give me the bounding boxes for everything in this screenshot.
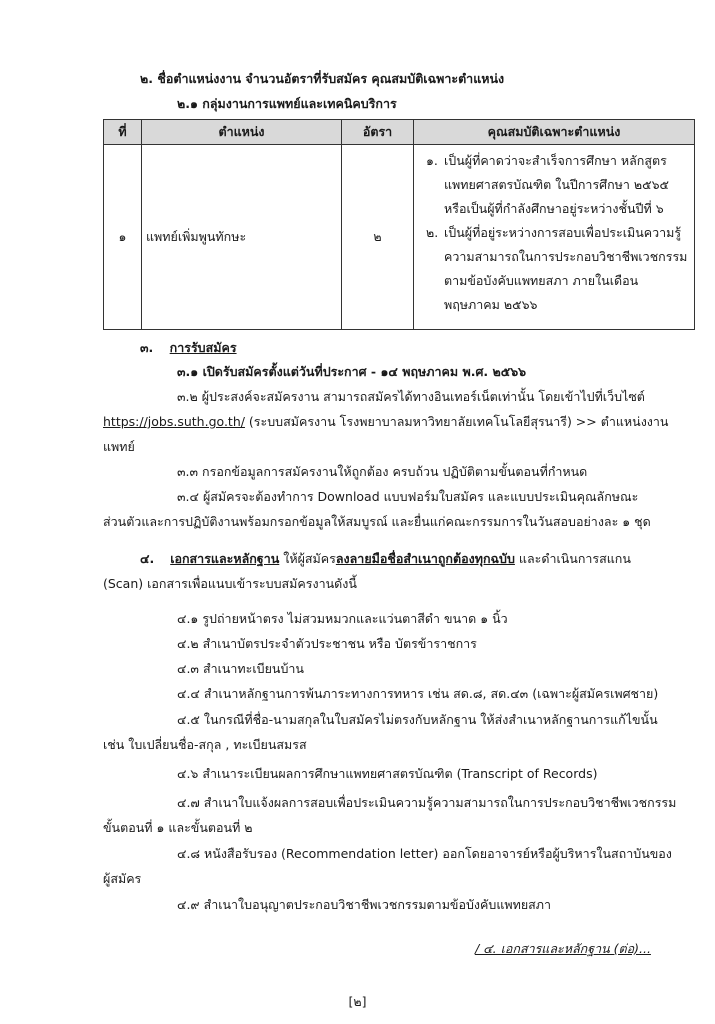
qualification-item (418, 149, 690, 221)
item-4-4: ๔.๔ สำเนาหลักฐานการพ้นภาระทางการทหาร เช่น สด.๘, สด.๔๓ (เฉพาะผู้สมัครเพศชาย) (177, 686, 659, 701)
section-4-intro-emphasis: ลงลายมือชื่อสำเนาถูกต้องทุกฉบับ (335, 551, 515, 566)
section-3-2-line1: ๓.๒ ผู้ประสงค์จะสมัครงาน สามารถสมัครได้ทางอินเทอร์เน็ตเท่านั้น โดยเข้าไปที่เว็บไซต์ (177, 389, 645, 404)
cell-position: แพทย์เพิ่มพูนทักษะ (142, 145, 342, 330)
col-header-position: ตำแหน่ง (142, 120, 342, 145)
item-4-5-line1: ๔.๕ ในกรณีที่ชื่อ-นามสกุลในใบสมัครไม่ตรงกับหลักฐาน ให้ส่งสำเนาหลักฐานการแก้ไขนั้น (177, 712, 658, 727)
cell-qualifications (414, 145, 695, 330)
cell-no: ๑ (104, 145, 142, 330)
section-3-title: การรับสมัคร (169, 340, 237, 355)
qualification-number: ๒. (426, 225, 439, 240)
section-4-intro-line2: (Scan) เอกสารเพื่อแนบเข้าระบบสมัครงานดังนี้ (103, 576, 357, 591)
item-4-9: ๔.๙ สำเนาใบอนุญาตประกอบวิชาชีพเวชกรรมตามข้อบังคับแพทยสภา (177, 897, 552, 912)
table-row (104, 145, 695, 330)
section-3-number: ๓. (140, 340, 154, 355)
item-4-7-line2: ขั้นตอนที่ ๑ และขั้นตอนที่ ๒ (103, 820, 253, 835)
table-header-row (104, 120, 695, 145)
jobs-website-link[interactable]: https://jobs.suth.go.th/ (103, 414, 245, 429)
cell-rate: ๒ (342, 145, 414, 330)
section-3-3: ๓.๓ กรอกข้อมูลการสมัครงานให้ถูกต้อง ครบถ้วน ปฏิบัติตามขั้นตอนที่กำหนด (177, 464, 588, 479)
section-4-intro-text: ให้ผู้สมัคร (279, 551, 336, 566)
item-4-8-line2: ผู้สมัคร (103, 871, 142, 886)
col-header-no: ที่ (104, 120, 142, 145)
section-3-2-line2-text: (ระบบสมัครงาน โรงพยาบาลมหาวิทยาลัยเทคโนโลยีสุรนารี) >> ตำแหน่งงาน (244, 414, 669, 429)
section-3-2-line2 (103, 414, 668, 430)
page-number: [๒] (348, 994, 367, 1009)
qualification-number: ๑. (426, 153, 438, 168)
qualification-text: เป็นผู้ที่คาดว่าจะสำเร็จการศึกษา หลักสูตร แพทยศาสตรบัณฑิต ในปีการศึกษา ๒๕๖๕ หรือเป็นผู้ที่กำลังศึกษาอยู่ระหว่างชั้นปีที่ ๖ (444, 153, 669, 216)
section-4-title: เอกสารและหลักฐาน (170, 551, 280, 566)
item-4-1: ๔.๑ รูปถ่ายหน้าตรง ไม่สวมหมวกและแว่นตาสีดำ ขนาด ๑ นิ้ว (177, 611, 508, 626)
section-3-2-line3: แพทย์ (103, 439, 135, 454)
item-4-5-line2: เช่น ใบเปลี่ยนชื่อ-สกุล , ทะเบียนสมรส (103, 737, 307, 752)
item-4-7-line1: ๔.๗ สำเนาใบแจ้งผลการสอบเพื่อประเมินความรู้ความสามารถในการประกอบวิชาชีพเวชกรรม (177, 795, 677, 810)
position-table (103, 119, 695, 330)
section-3-4-line2: ส่วนตัวและการปฏิบัติงานพร้อมกรอกข้อมูลให้สมบูรณ์ และยื่นแก่คณะกรรมการในวันสอบอย่างละ ๑ ชุด (103, 514, 651, 529)
item-4-8-line1: ๔.๘ หนังสือรับรอง (Recommendation letter) ออกโดยอาจารย์หรือผู้บริหารในสถาบันของ (177, 846, 672, 861)
item-4-6: ๔.๖ สำเนาระเบียนผลการศึกษาแพทยศาสตรบัณฑิต (Transcript of Records) (177, 766, 598, 781)
section-4-number: ๔. (140, 551, 155, 566)
section-2-heading: ๒. ชื่อตำแหน่งงาน จำนวนอัตราที่รับสมัคร คุณสมบัติเฉพาะตำแหน่ง (140, 71, 505, 86)
continued-note: / ๔. เอกสารและหลักฐาน (ต่อ)... (475, 941, 651, 956)
col-header-qualifications: คุณสมบัติเฉพาะตำแหน่ง (414, 120, 695, 145)
section-4-intro-line1 (140, 551, 631, 567)
col-header-rate: อัตรา (342, 120, 414, 145)
section-4-intro-text-end: และดำเนินการสแกน (514, 551, 631, 566)
section-3-1: ๓.๑ เปิดรับสมัครตั้งแต่วันที่ประกาศ - ๑๔ พฤษภาคม พ.ศ. ๒๕๖๖ (177, 364, 527, 379)
qualification-text: เป็นผู้ที่อยู่ระหว่างการสอบเพื่อประเมินความรู้ความสามารถในการประกอบวิชาชีพเวชกรรมตามข้อบังคับแพทยสภา ภายในเดือนพฤษภาคม ๒๕๖๖ (444, 225, 688, 312)
section-2-1-subheading: ๒.๑ กลุ่มงานการแพทย์และเทคนิคบริการ (177, 96, 397, 111)
item-4-3: ๔.๓ สำเนาทะเบียนบ้าน (177, 661, 304, 676)
section-3-heading (140, 340, 237, 356)
section-3-4-line1: ๓.๔ ผู้สมัครจะต้องทำการ Download แบบฟอร์มใบสมัคร และแบบประเมินคุณลักษณะ (177, 489, 639, 504)
item-4-2: ๔.๒ สำเนาบัตรประจำตัวประชาชน หรือ บัตรข้าราชการ (177, 636, 477, 651)
qualification-item (418, 221, 690, 317)
